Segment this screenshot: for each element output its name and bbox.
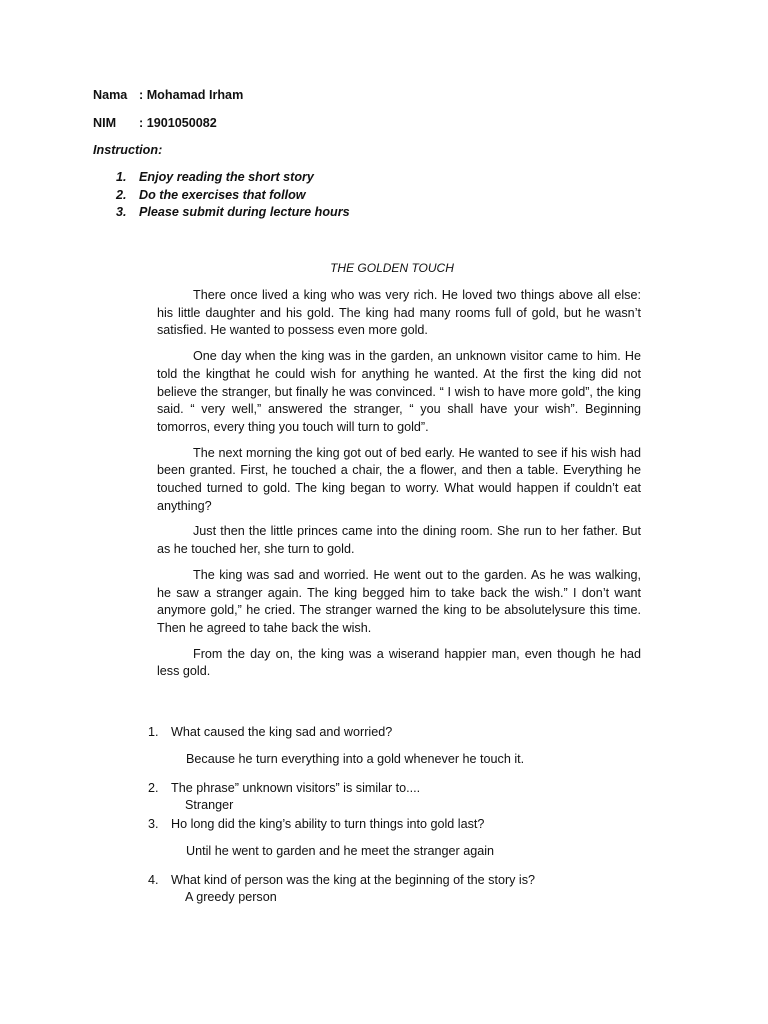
instruction-item: 2. Do the exercises that follow [116,187,306,202]
question: 4. What kind of person was the king at the beginning of the story is? [148,873,536,887]
answer: Until he went to garden and he meet the stranger again [186,844,495,858]
nim-value: : 1901050082 [139,116,217,130]
nim-label: NIM [93,116,117,130]
question: 2. The phrase” unknown visitors” is similar to.... [148,781,421,795]
story-paragraph: One day when the king was in the garden, an unknown visitor came to him. He told the kingthat he could wish for anything he wanted. At the first the king did not believe the stranger, but finally he was convinced. “ I wish to have more gold”, the king said. “ very well,” answered the stranger, “ you shall have your wish”. Beginning tomorros, every thing you touch will turn to gold”. [157,349,641,434]
answer: A greedy person [185,890,277,904]
story-paragraph: From the day on, the king was a wiserand happier man, even though he had less gold. [157,646,641,679]
name-row [93,88,243,102]
exercise-list [148,724,648,906]
instruction-list [116,169,350,222]
answer: Because he turn everything into a gold whenever he touch it. [186,752,525,766]
story-title: THE GOLDEN TOUCH [330,261,454,275]
story-paragraph: There once lived a king who was very rich. He loved two things above all else: his little daughter and his gold. The king had many rooms full of gold, but he wasn’t satisfied. He wanted to possess even more gold. [157,288,641,338]
instruction-heading: Instruction: [93,143,163,157]
name-value: : Mohamad Irham [139,88,244,102]
story-paragraph: The king was sad and worried. He went out to the garden. As he was walking, he saw a stranger again. The king begged him to take back the wish.” I don’t want anymore gold,” he cried. The stranger warned the king to be absolutelysure this time. Then he agreed to tahe back the wish. [157,567,641,635]
story-body [157,287,641,689]
story-paragraph: The next morning the king got out of bed early. He wanted to see if his wish had been granted. First, he touched a chair, the a flower, and then a table. Everything he touched turned to gold. The king began to worry. What would happen if couldn’t eat anything? [157,445,641,513]
question: 3. Ho long did the king’s ability to turn things into gold last? [148,817,485,831]
question: 1. What caused the king sad and worried? [148,725,393,739]
story-paragraph: Just then the little princes came into the dining room. She run to her father. But as he touched her, she turn to gold. [157,524,641,557]
answer: Stranger [185,798,234,812]
name-label: Nama [93,88,128,102]
instruction-item: 1. Enjoy reading the short story [116,170,314,184]
instruction-item: 3. Please submit during lecture hours [116,205,350,219]
nim-row [93,116,217,130]
